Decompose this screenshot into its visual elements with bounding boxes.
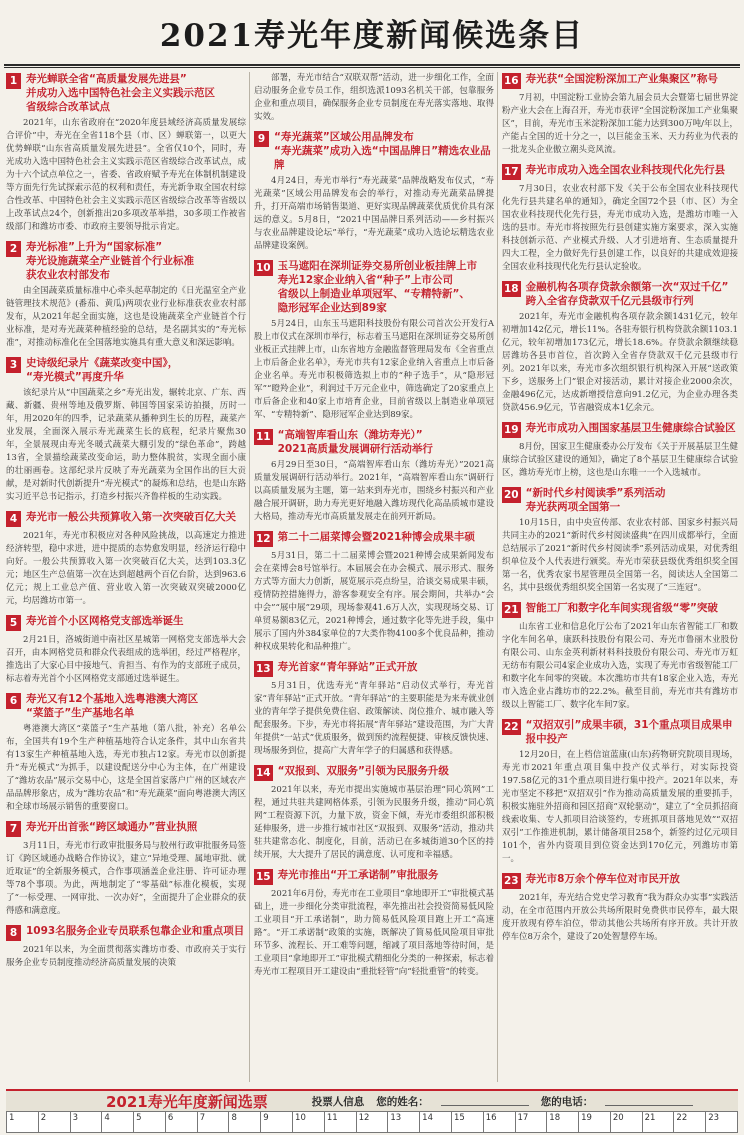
ballot-cell[interactable]: 18: [547, 1112, 579, 1132]
news-item: [502, 280, 738, 415]
news-item-header: [6, 692, 246, 720]
news-item-body: 5月24日，山东玉马遮阳科技股份有限公司首次公开发行A股上市仪式在深圳市举行，标志着玉马遮阳在深圳证券交易所创业板正式挂牌上市，山东省地方金融监督管理局发布《全省重点上市后备企业名单》，寿光市共有12家企业纳入省重点上市后备企业名单。寿光市积极筛选拟上市的“种子选手”，从“隐形冠军”“瞪羚企业”，利润过千万元企业中，筛选确定了20家重点上市后备企业和40家上市培育企业，目前省级以上制造业单项冠军、“专精特新”、隐形冠军企业达到89家。: [254, 319, 494, 420]
news-item-body: 3月11日，寿光市行政审批服务局与胶州行政审批服务局签订《跨区域通办战略合作协议》，建立“异地受理、属地审批、就近取证”的全新服务模式，合作事项涵盖企业注册、许可证办理等78个事项。为此，两地制定了“零基础”标准化模板，实现了“一标受理、一网审批、一次办好”，全面提升了企业群众的获得感和满意度。: [6, 841, 246, 916]
news-item-body: 由全国蔬菜质量标准中心牵头起草制定的《日光温室全产业链管理技术规范》(番茄、黄瓜)两项农业行业标准获农业农村部发布，从2021年起全面实施，这也是设施蔬菜全产业链首个行业标准，是对寿光蔬菜种植经验的总结，是名副其实的“寿光标准”，对推动标准化在全国落地实施具有重大意义和深远影响。: [6, 286, 246, 348]
news-item-header: [6, 820, 246, 837]
news-item-body: 5月31日，优选寿光“青年驿站”启动仪式举行，寿光首家“青年驿站”正式开放。“青年驿站”的主要职能是为来寿就业创业的青年学子提供免费住宿、政策解读、岗位推介、城市融入等配套服务。下步，寿光市将拓展“青年驿站”建设范围，为广大青年提供“一站式”优质服务，做到预约流程便捷、审核反馈快速、现场服务到位，提高广大青年学子的归属感和获得感。: [254, 681, 494, 756]
masthead: [0, 0, 744, 64]
news-item-header: [502, 163, 738, 180]
news-item-header: [254, 868, 494, 885]
news-item-number: 10: [256, 262, 271, 274]
ballot-cell[interactable]: 23: [708, 1113, 720, 1123]
news-item-titles: [526, 718, 738, 746]
news-item-body: 部署，寿光市结合“双联双帮”活动，进一步细化工作，全面启动服务企业专员工作，组织选派1093名机关干部，包靠服务企业和重点项目，确保服务企业专员制度在寿光落实落地、取得实效。: [254, 73, 494, 122]
news-item-titles: [26, 356, 246, 384]
ballot-cell[interactable]: 4: [102, 1112, 134, 1132]
news-item-titles: [278, 764, 494, 778]
ballot-header: [6, 1089, 738, 1111]
ballot-cell[interactable]: 19: [579, 1112, 611, 1132]
news-item-body: 7月30日，农业农村部下发《关于公布全国农业科技现代化先行县共建名单的通知》，确定全国72个县（市、区）为全国农业科技现代化先行县，寿光市成功入选，是潍坊市唯一入选的县市。寿光市将按照先行县创建实施方案要求，深入实施科技创新示范、产业模式升级、人才引进培育、生态质量提升四大工程，全力做好先行县创建工作，以良好的共建成效迎接全国农业科技现代化先行县认定验收。: [502, 184, 738, 272]
news-item-title: 寿光获“全国淀粉深加工产业集聚区”称号: [525, 73, 718, 85]
ballot-cell[interactable]: 1: [7, 1112, 39, 1132]
news-item: [254, 660, 494, 758]
news-item-header: [502, 601, 738, 618]
news-item-body: 2021年以来，寿光市提出实施城市基层治理“同心筑网”工程，通过共驻共建网格体系，引领为民服务升级，推动“同心筑网”工程资源下沉，力量下放，资金下倾，寿光市委组织部积极延伸服务，进一步推行城市社区“双报到、双服务”活动，推动共驻共建常态化、制度化，目前，活动已在多城街道30个区的持续开展，大大提升了居民的满意度、认可度和幸福感。: [254, 785, 494, 860]
news-item-titles: [526, 872, 738, 886]
news-item: [254, 530, 494, 654]
news-item-header: [6, 510, 246, 527]
news-item-titles: [26, 614, 246, 628]
news-item-header: [6, 356, 246, 384]
news-item-titles: [26, 240, 246, 282]
news-item-title: 寿光标准”上升为“国家标准”: [26, 241, 163, 253]
news-item-title: 寿光首个小区网格党支部选举诞生: [26, 615, 184, 627]
news-column-2: [254, 72, 494, 985]
ballot-title: 2021寿光年度新闻选票: [106, 1092, 268, 1111]
news-item-number: 9: [254, 131, 269, 147]
news-item-titles: [26, 820, 246, 834]
news-item-number: 19: [504, 424, 519, 436]
page-title: 2021寿光年度新闻候选条目: [159, 17, 585, 54]
news-item-body: 该纪录片从“中国蔬菜之乡”寿光出发，辗转北京、广东、西藏、新疆、贵州等地及俄罗斯、韩国等国家采访拍摄，历时一年，用2020年的四季，记录蔬菜从播种到生长的历程，蔬菜产业发展，全面深入展示寿光蔬菜生长的底程，纪录片聚焦30年，全景展现由寿光冬暖式蔬菜大棚引发的“绿色革命”，跨越13省，全景描绘蔬菜改变命运，助力整体脱贫，实现全面小康的壮丽画卷。这部纪录片反映了寿光蔬菜为全国作出的巨大贡献，是对新时代创新提升“寿光模式”的凝炼和总结，也是山东路实习近平总书记指示，打造乡村振兴齐鲁样板的生动实践。: [6, 388, 246, 502]
news-item-header: [254, 660, 494, 677]
news-item-title: 玉马遮阳在深圳证券交易所创业板挂牌上市: [277, 260, 478, 272]
news-item: [502, 872, 738, 944]
news-item-title: 1093名服务企业专员联系包靠企业和重点项目: [26, 925, 245, 937]
news-item: [502, 72, 738, 157]
ballot-cell[interactable]: 21: [643, 1112, 675, 1132]
news-item-number: 3: [6, 357, 21, 373]
news-item-number: 1: [6, 73, 21, 89]
news-item-title: 寿光市8万余个停车位对市民开放: [525, 873, 680, 885]
news-item-body: 8月份，国家卫生健康委办公厅发布《关于开展基层卫生健康综合试验区建设的通知》，确定了8个基层卫生健康综合试验区，潍坊寿光市上榜，这也是山东唯一一个入选城市。: [502, 442, 738, 478]
ballot-cell[interactable]: 10: [293, 1112, 325, 1132]
news-item-title: 寿光12家企业纳入省“种子”上市公司: [277, 274, 454, 286]
news-item-header: [502, 280, 738, 308]
news-item-title: “寿光蔬菜”成功入选“中国品牌日”精选农业品牌: [274, 145, 491, 171]
ballot-cell[interactable]: 15: [452, 1112, 484, 1132]
news-item-body: 4月24日，寿光市举行“寿光蔬菜”品牌战略发布仪式，“寿光蔬菜”区域公用品牌发布会的举行，对推动寿光蔬菜品牌提升，打开高端市场销售渠道、更好实现品牌蔬菜优质优价具有深远的意义。5月8日，“2021中国品牌日系列活动——乡村振兴与农业品牌建设论坛”举行，“寿光蔬菜”成功入选论坛精选农业品牌建设案例。: [254, 176, 494, 251]
news-item: [502, 718, 738, 866]
news-item-header: [254, 428, 494, 456]
news-item-body: 山东省工业和信息化厅公布了2021年山东省智能工厂和数字化车间名单，康跃科技股份有限公司、寿光市鲁丽木业股份有限公司、山东金英利新材料科技股份有限公司、寿光市万虹无纺布有限公司4家企业成功入选，实现了寿光市省级智能工厂和数字化车间零的突破。本次潍坊市共有18家企业入选，寿光市入选企业占潍坊市的22.2%。截至目前，寿光市共有潍坊市级以上智能工厂、数字化车间7家。: [502, 622, 738, 710]
news-item-header: [502, 872, 738, 889]
news-item-number: 6: [6, 693, 21, 709]
news-item-number: 17: [504, 166, 519, 178]
ballot-cell[interactable]: 12: [357, 1112, 389, 1132]
news-item-title: 史诗级纪录片《蔬菜改变中国》，: [26, 357, 179, 369]
news-item: [502, 163, 738, 274]
news-item-title: 2021高质量发展调研行活动举行: [277, 443, 433, 455]
ballot-cell[interactable]: 3: [71, 1112, 103, 1132]
news-item-header: [502, 421, 738, 438]
ballot-cell[interactable]: 13: [388, 1112, 420, 1132]
news-item-titles: [274, 130, 494, 172]
news-item-body: 2021年，寿光市积极应对各种风险挑战，以高速定力推进经济转型，稳中求进，进中提质的态势愈发明显，经济运行稳中向好。一般公共预算收入第一次突破百亿大关，达到103.3亿元；地区生产总值第一次在达到超越两个百亿台阶，达到963.6亿元；规上工业总产值、营业收入第一次突破双突破2000亿元，均居潍坊市第一。: [6, 531, 246, 606]
news-item-body: 7月初，中国淀粉工业协会第九届会员大会暨第七届世界淀粉产业大会在上海召开，寿光市获评“全国淀粉深加工产业集聚区”，目前，寿光市玉米淀粉深加工能力达到300万吨/年以上，产能占全国的近十分之一，以巨能金玉米、天力药业为代表的一批龙头企业傲立潮头竞风流。: [502, 93, 738, 155]
news-item-number: 2: [6, 241, 21, 257]
news-item: [254, 428, 494, 524]
ballot-cell[interactable]: 22: [674, 1112, 706, 1132]
title-rule-inner: [4, 67, 740, 68]
news-item: [6, 356, 246, 504]
news-item-body: 2021年以来，为全面贯彻落实潍坊市委、市政府关于实行服务企业专员制度推动经济高质量发展的决策: [6, 945, 246, 968]
news-item-number: 21: [504, 604, 519, 616]
news-item-title: 并成功入选中国特色社会主义实践示范区: [26, 87, 215, 99]
news-item: [6, 72, 246, 234]
news-item-number: 20: [504, 489, 519, 501]
news-item-title: 寿光市一般公共预算收入第一次突破百亿大关: [26, 511, 236, 523]
ballot-cell[interactable]: 9: [261, 1112, 293, 1132]
news-item-header: [254, 764, 494, 781]
news-item-header: [254, 259, 494, 315]
news-item-number: 15: [256, 871, 271, 883]
news-item-title: “新时代乡村阅读季”系列活动: [525, 487, 666, 499]
news-item-header: [6, 614, 246, 631]
news-item-titles: [278, 428, 494, 456]
news-item: [6, 820, 246, 918]
news-item-body: 2月21日，洛城街道中南社区星城第一网格党支部选举大会召开，由本网格党员和群众代表组成的选举团，经过严格程序，推选出了大家心目中接地气、肯担当、有作为的支部班子成员，标志着寿光首个小区网格党支部通过选举诞生。: [6, 635, 246, 684]
voter-name-field[interactable]: [441, 1096, 529, 1106]
news-item: [254, 130, 494, 253]
news-item-titles: [526, 486, 738, 514]
news-item-body: 10月15日，由中央宣传部、农业农村部、国家乡村振兴局共同主办的2021“新时代乡村阅读盛典”在四川成都举行，全面总结展示了2021“新时代乡村阅读季”系列活动成果，对优秀组织单位及个人代表进行颁奖。寿光市荣获县级优秀组织奖全国第一名，优秀农家书屋管理员全国第一名，阅读达人全国第二名，其中县级优秀组织奖全国第一名实现了“三连冠”。: [502, 518, 738, 593]
news-item: [6, 510, 246, 608]
news-item: [502, 421, 738, 480]
news-item-title: 寿光首家“青年驿站”正式开放: [277, 661, 418, 673]
news-item-body: 2021年，寿光结合党史学习教育“我为群众办实事”实践活动，在全市范围内开放公共场所限时免费供市民停车，最大限度开放现有停车泊位，带动其他公共场所有序开放。共计开放停车位8万余个，建设了20处智慧停车场。: [502, 893, 738, 942]
news-item-number: 8: [6, 925, 21, 941]
news-item: [502, 601, 738, 712]
news-item-titles: [278, 259, 494, 315]
ballot-cell[interactable]: 14: [420, 1112, 452, 1132]
news-item-body: 5月31日，第二十二届菜博会暨2021种博会成果新闻发布会在菜博会8号馆举行。本届展会在办会模式、展示形式、服务方式等方面大力创新，展览展示亮点纷呈，洽谈交易成果丰硕，疫情防控措施得力，游客参观安全有序。展会期间，共举办“会中会”“展中展”29项，现场参观41.6万人次，实现现场交易、订单贸易额83亿元，2021种博会，通过数字化等先进手段，集中展示了国内外384家单位的7大类作物4100多个优良品种，推动种权成果转化和品种推广。: [254, 551, 494, 652]
news-item-number: 4: [6, 511, 21, 527]
news-item-body: 粤港澳大湾区“菜篮子”生产基地（第八批，补充）名单公布，全国共有19个生产种植基地符合认定条件，其中山东省共有13家生产种植基地入选，寿光市独占12家。寿光市以创新提升“寿光模式”为抓手，以建设配送分中心为主体，在广州建设了“潍坊农品”展示交易中心，这是全国首家落户广州的区域农产品品牌形象店，成为“潍坊农品”和“寿光蔬菜”面向粤港澳大湾区和全球市场展示销售的重要窗口。: [6, 724, 246, 812]
ballot-cell[interactable]: 6: [166, 1112, 198, 1132]
news-item-titles: [526, 72, 738, 86]
news-item-title: 获农业农村部发布: [26, 269, 110, 281]
news-item-header: [6, 240, 246, 282]
voter-info-label: 投票人信息: [311, 1095, 365, 1108]
ballot-cell[interactable]: 17: [516, 1112, 548, 1132]
column-divider: [497, 72, 498, 1082]
ballot-cell[interactable]: 20: [611, 1112, 643, 1132]
ballot-form: [6, 1089, 738, 1133]
news-item-title: “双招双引”成果丰硕，31个重点项目成果申报中投产: [525, 719, 733, 745]
news-item-header: [502, 72, 738, 89]
news-item: [6, 692, 246, 814]
news-item-titles: [526, 280, 738, 308]
news-item-titles: [278, 660, 494, 674]
news-item-number: 22: [504, 721, 519, 733]
news-item-title: 寿光又有12个基地入选粤港澳大湾区: [26, 693, 199, 705]
voter-name-label: 您的姓名：: [376, 1095, 429, 1108]
news-item-title: 隐形冠军企业达到89家: [277, 302, 387, 314]
news-item-title: 寿光市推出“开工承诺制”审批服务: [277, 869, 439, 881]
news-item-title: 寿光获两项全国第一: [525, 501, 621, 513]
news-column-1: [6, 72, 246, 976]
news-item-body: 2021年，山东省政府在“2020年度县域经济高质量发展综合评价”中，寿光在全省118个县（市、区）蝉联第一，以更大优势蝉联“山东省高质量发展先进县”。全省仅10个，同时，寿光成功入选中国特色社会主义实践示范区省级综合改革试点，成为十六个试点单位之一，省委、省政府赋予寿光在体制机制建设等方面先行先试探索示范的权利和责任，寿光新争取全国农村综合性改革、中国特色社会主义实践示范区省级综合改革等省级以上改革试点24个，创新推出20多项改革举措，30多项工作被省级部门和潍坊市委、市政府主要领导批示肯定。: [6, 118, 246, 232]
news-item-number: 12: [256, 533, 271, 545]
news-item-title: “寿光蔬菜”区域公用品牌发布: [274, 131, 414, 143]
news-item-header: [502, 718, 738, 746]
news-item-titles: [278, 530, 494, 544]
news-item-title: 寿光开出首张“跨区域通办”营业执照: [26, 821, 198, 833]
news-item-body: 2021年6月份，寿光市在工业项目“拿地即开工”审批模式基础上，进一步细化分类审批流程，率先推出社会投资简易低风险工业项目“开工承诺制”，助力简易低风险项目跑上开工“高速路”。“开工承诺制”政策的实施，既解决了简易低风险项目审批环节多、流程长、开工难等问题，缩减了项目落地等待时间，是工业项目“拿地即开工”审批模式精细化分类的一种探索，标志着寿光市工程项目开工建设由“重批轻管”向“轻批重管”的转变。: [254, 889, 494, 977]
news-item-title: 寿光蝉联全省“高质量发展先进县”: [26, 73, 187, 85]
news-item-title: “菜篮子”生产基地名单: [26, 707, 135, 719]
ballot-cell[interactable]: 16: [484, 1112, 516, 1132]
news-item-title: 省级综合改革试点: [26, 101, 110, 113]
news-item-number: 13: [256, 663, 271, 675]
news-item-number: 5: [6, 615, 21, 631]
news-item-title: 跨入全省存贷款双千亿元县级市行列: [525, 295, 694, 307]
news-item-title: 寿光设施蔬菜全产业链首个行业标准: [26, 255, 194, 267]
news-item-title: “寿光模式”再度升华: [26, 371, 124, 383]
news-item: [6, 240, 246, 350]
voter-phone-field[interactable]: [605, 1096, 693, 1106]
news-item-title: “双报到、双服务”引领为民服务升级: [277, 765, 449, 777]
news-item-title: 第二十二届菜博会暨2021种博会成果丰硕: [277, 531, 475, 543]
column-divider: [249, 72, 250, 1082]
news-item-body: 12月20日，在上档信谊蓝康(山东)药物研究院项目现场，寿光市2021年重点项目集中投产仪式举行，对实际投资197.58亿元的31个重点项目进行集中投产。2021年以来，寿光市坚定不移把“双招双引”作为推动高质量发展的重要抓手，积极实施驻外招商和园区招商“双轮驱动”，建立了“全员抓招商线索收集、专人抓项目洽谈签约，专班抓项目落地见效”“双招双引”工作推进机制，累计储备项目258个，新签约过亿元项目101个，省外内资项目到位资金达到170亿元，列潍坊市第一。: [502, 750, 738, 864]
ballot-cell[interactable]: 11: [325, 1112, 357, 1132]
news-item: [502, 486, 738, 595]
news-item: [6, 924, 246, 970]
news-item-titles: [26, 72, 246, 114]
news-item-header: [502, 486, 738, 514]
news-item-number: 7: [6, 821, 21, 837]
news-item-header: [254, 130, 494, 172]
news-item-header: [254, 530, 494, 547]
news-item-titles: [278, 868, 494, 882]
news-item: [6, 614, 246, 686]
news-item-number: 11: [256, 431, 271, 443]
ballot-cell[interactable]: 7: [198, 1112, 230, 1132]
ballot-cell[interactable]: 2: [39, 1112, 71, 1132]
news-item-number: 23: [504, 875, 519, 887]
news-item: [254, 72, 494, 124]
news-item-header: [6, 72, 246, 114]
news-item-title: 省级以上制造业单项冠军、“专精特新”、: [277, 288, 470, 300]
news-item-titles: [526, 163, 738, 177]
news-item-title: 金融机构各项存贷款余额第一次“双过千亿”: [525, 281, 729, 293]
voter-phone-label: 您的电话：: [540, 1095, 594, 1108]
news-item-header: [6, 924, 246, 941]
news-item-titles: [526, 421, 738, 435]
ballot-grid: [6, 1111, 738, 1133]
news-item-number: 16: [504, 75, 519, 87]
news-item: [254, 764, 494, 862]
news-item: [254, 868, 494, 979]
ballot-cell[interactable]: 8: [229, 1112, 261, 1132]
news-item-titles: [26, 924, 246, 938]
news-item-titles: [526, 601, 738, 615]
news-item-body: 6月29日至30日，“高端智库看山东（潍坊寿光）”2021高质量发展调研行活动举行。2021年，“高端智库看山东”调研行以高质量发展为主题，第一站来到寿光市，围绕乡村振兴和产业融合展开调研，助力寿光更好地融入潍坊现代化高品质城市建设大格局，推动寿光市高质量发展走在前列开新局。: [254, 460, 494, 522]
news-item-title: “高端智库看山东（潍坊寿光）”: [277, 429, 423, 441]
news-item-number: 14: [256, 767, 271, 779]
news-item-body: 2021年，寿光市金融机构各项存款余额1431亿元，较年初增加142亿元，增长11%。各驻寿银行机构贷款余额1103.1亿元，较年初增加173亿元，增长18.6%。存贷款余额继续稳居潍坊各县市首位，首次跨入全省存贷款双千亿元县级市行列。2021年以来，寿光市多次组织银行机构深入开展“送政策下乡，送服务上门”银企对接活动，累计对接企业2000余次，金融496亿元，达成新增授信意向91.2亿元，为企业办理各类贷款456.9亿元，节省融资成本1亿余元。: [502, 312, 738, 413]
news-item: [254, 259, 494, 422]
ballot-cell[interactable]: 5: [134, 1112, 166, 1132]
news-item-titles: [26, 510, 246, 524]
news-item-titles: [26, 692, 246, 720]
news-item-number: 18: [504, 283, 519, 295]
news-item-title: 寿光市成功入围国家基层卫生健康综合试验区: [525, 422, 736, 434]
title-rule: [4, 64, 740, 66]
news-column-3: [502, 72, 738, 950]
news-item-title: 智能工厂和数字化车间实现省级“零”突破: [525, 602, 718, 614]
news-item-title: 寿光市成功入选全国农业科技现代化先行县: [525, 164, 726, 176]
